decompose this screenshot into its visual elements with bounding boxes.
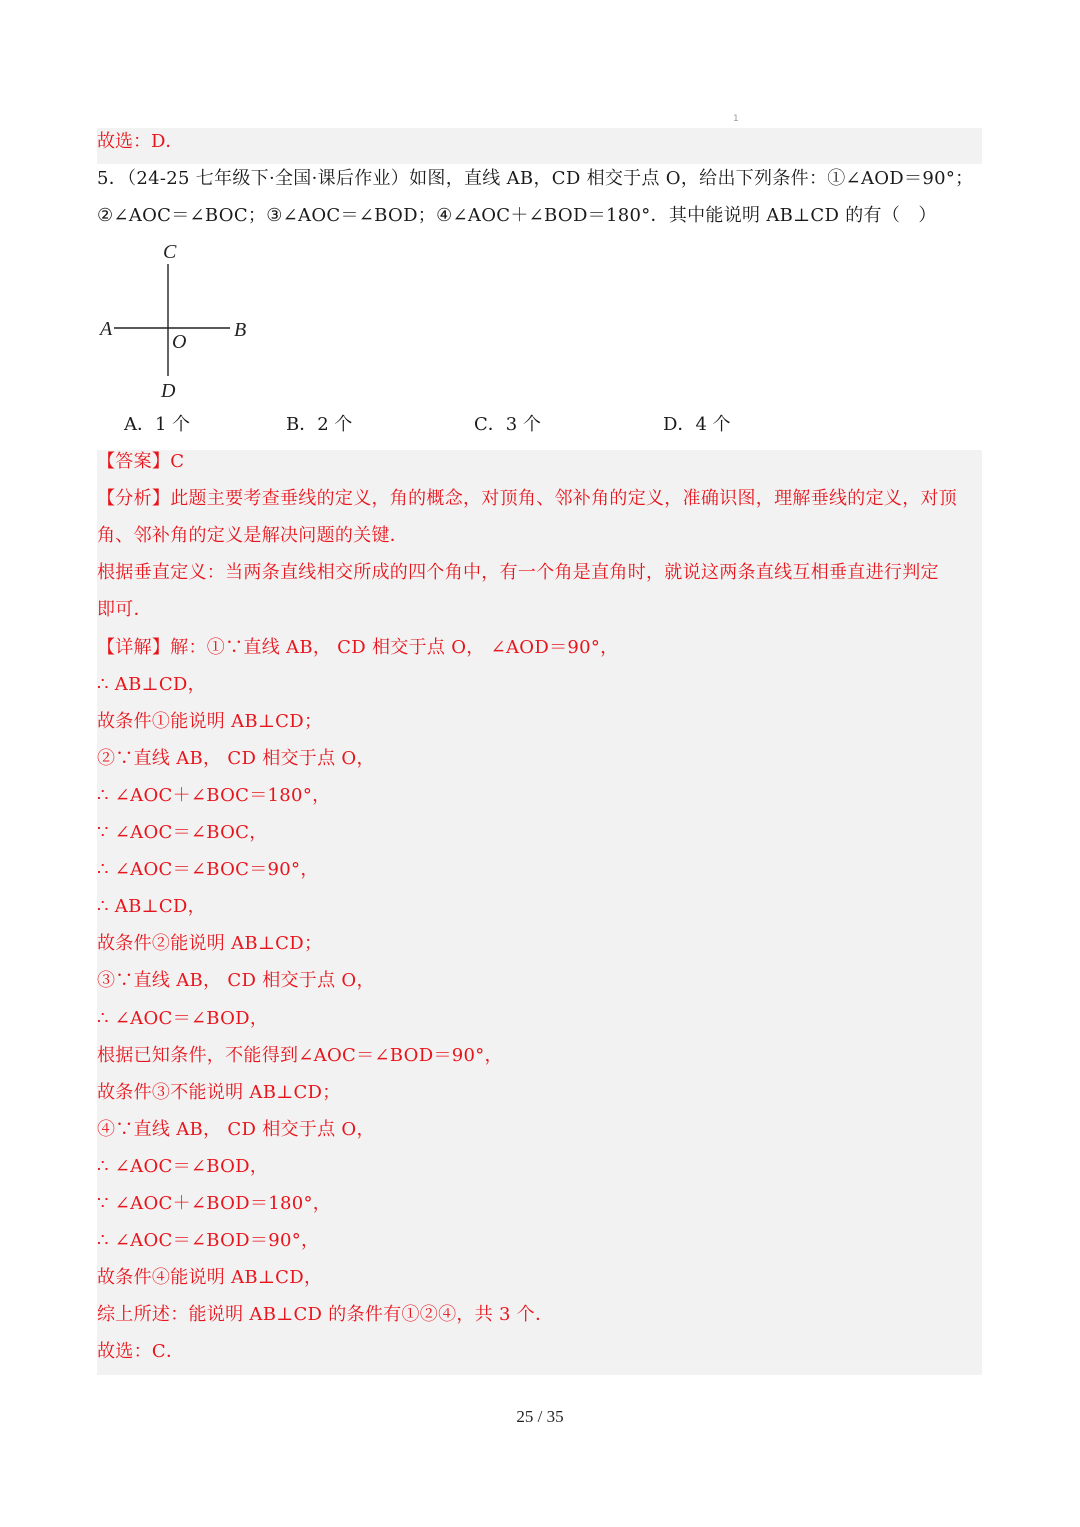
solution-line: ②∵直线 AB， CD 相交于点 O， (97, 747, 375, 769)
question-line-2: ②∠AOC＝∠BOC；③∠AOC＝∠BOD；④∠AOC＋∠BOD＝180°．其中能说明 AB⊥CD 的有（ ） (97, 205, 937, 226)
solution-line: 【详解】解：①∵直线 AB， CD 相交于点 O， ∠AOD＝90°， (97, 636, 619, 658)
option-key: D． (663, 414, 696, 435)
solution-line: 【分析】此题主要考查垂线的定义，角的概念，对顶角、邻补角的定义，准确识图，理解垂线的定义，对顶 (97, 488, 958, 510)
solution-line: ∴ ∠AOC＝∠BOD＝90°， (97, 1230, 320, 1252)
option-text: 2 个 (317, 414, 353, 435)
solution-line: ∵ ∠AOC＋∠BOD＝180°， (97, 1193, 332, 1214)
option-text: 1 个 (155, 414, 191, 435)
option-c (474, 406, 541, 443)
solution-line: ③∵直线 AB， CD 相交于点 O， (97, 970, 375, 992)
solution-line: 综上所述：能说明 AB⊥CD 的条件有①②④，共 3 个． (97, 1304, 554, 1326)
solution-line: 【答案】C (97, 451, 185, 472)
solution-line: ∴ ∠AOC＝∠BOD， (97, 1155, 269, 1177)
solution-line: ∴ ∠AOC＋∠BOC＝180°， (97, 784, 331, 806)
page-marker: 1 (733, 114, 739, 124)
label-a: A (100, 318, 113, 340)
label-o: O (172, 331, 187, 353)
solution-line: 即可． (97, 599, 152, 621)
page-number: 25 / 35 (516, 1407, 564, 1426)
question-line-1: 5．（24-25 七年级下·全国·课后作业）如图，直线 AB，CD 相交于点 O，给出下列条件：①∠AOD＝90°； (97, 168, 974, 189)
solution-line: ∴ AB⊥CD， (97, 896, 206, 918)
solution-line: ④∵直线 AB， CD 相交于点 O， (97, 1118, 375, 1140)
label-c: C (163, 241, 177, 263)
option-b (286, 406, 352, 443)
solution-line: 故条件④能说明 AB⊥CD， (97, 1267, 323, 1289)
option-d (663, 406, 731, 443)
option-key: B． (286, 414, 318, 435)
solution-line: ∴ AB⊥CD， (97, 673, 206, 695)
top-conclusion: 故选：D． (97, 131, 184, 152)
answer-options (124, 406, 824, 443)
solution-line: 故条件②能说明 AB⊥CD； (97, 933, 323, 955)
solution-line: ∴ ∠AOC＝∠BOD， (97, 1007, 269, 1029)
solution-line: 角、邻补角的定义是解决问题的关键． (97, 525, 409, 547)
solution-line: ∴ ∠AOC＝∠BOC＝90°， (97, 859, 319, 881)
option-key: A． (124, 414, 155, 435)
option-a (124, 406, 190, 443)
solution-line: 根据已知条件，不能得到∠AOC＝∠BOD＝90°， (97, 1044, 503, 1066)
option-key: C． (474, 414, 506, 435)
solution-line: 根据垂直定义：当两条直线相交所成的四个角中，有一个角是直角时，就说这两条直线互相垂直进行判定 (97, 562, 939, 584)
perpendicular-lines-figure (96, 238, 266, 406)
label-b: B (234, 319, 247, 341)
solution-line: 故条件③不能说明 AB⊥CD； (97, 1081, 341, 1103)
solution-line: ∵ ∠AOC＝∠BOC， (97, 822, 268, 843)
solution-line: 故条件①能说明 AB⊥CD； (97, 710, 323, 732)
solution-line: 故选：C． (97, 1341, 185, 1363)
option-text: 3 个 (505, 414, 541, 435)
label-d: D (161, 380, 176, 402)
option-text: 4 个 (695, 414, 731, 435)
